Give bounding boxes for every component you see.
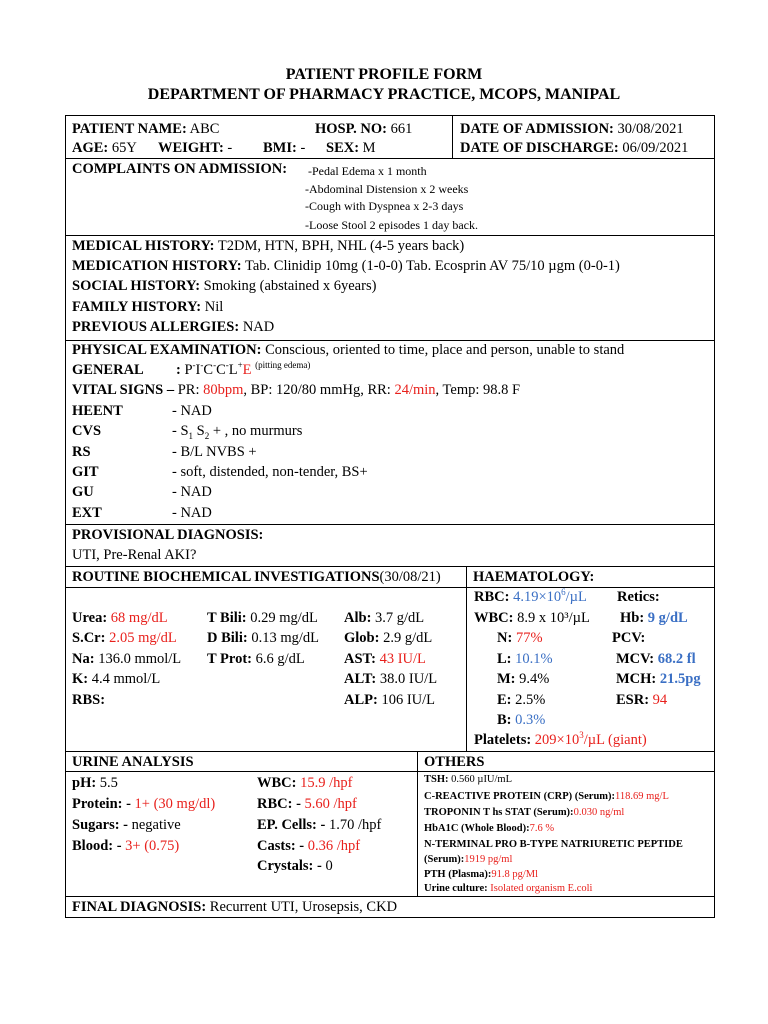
hba1c-row: HbA1C (Whole Blood):7.6 % [424,823,555,834]
bnp-label-row: N-TERMINAL PRO B-TYPE NATRIURETIC PEPTIDE [424,839,683,850]
ext-value: - NAD [172,505,212,521]
ast-row: AST: 43 IU/L [344,651,426,667]
hosp-no-row: HOSP. NO: 661 [315,121,413,137]
rbc-row: RBC: $4.19\times 10^6/\mu L$ [474,587,587,605]
gu-label: GU [72,484,94,500]
alt-row: ALT: 38.0 IU/L [344,671,438,687]
urine-header: URINE ANALYSIS [72,754,194,770]
divider [65,566,715,567]
mcv-row: MCV: 68.2 fl [616,651,696,667]
basophil-row: B: 0.3% [497,712,546,728]
tsh-row: TSH: 0.560 µIU/mL [424,774,513,785]
pth-row: PTH (Plasma):91.8 pg/Ml [424,869,539,880]
hb-row: Hb: 9 g/dL [620,610,688,626]
urine-sugars-row: Sugars: - negative [72,817,181,833]
troponin-row: TROPONIN T hs STAT (Serum):0.030 ng/ml [424,807,625,818]
crp-row: C-REACTIVE PROTEIN (CRP) (Serum):118.69 mg/L [424,791,669,802]
na-row: Na: 136.0 mmol/L [72,651,182,667]
urine-casts-row: Casts: - 0.36 /hpf [257,838,361,854]
heent-label: HEENT [72,403,123,419]
complaint-item: -Pedal Edema x 1 month [308,164,427,178]
neutrophil-row: N: 77% [497,630,543,646]
vital-signs: VITAL SIGNS – PR: 80bpm, BP: 120/80 mmHg, RR: 24/min, Temp: 98.8 F [72,382,521,398]
cvs-value: - $S_1$ $S_2$ + , no murmurs [172,423,303,441]
sex-row: SEX: M [326,140,376,156]
divider [452,115,453,158]
urine-ep-cells-row: EP. Cells: - 1.70 /hpf [257,817,382,833]
git-label: GIT [72,464,99,480]
family-history: FAMILY HISTORY: Nil [72,299,224,315]
provisional-diagnosis: UTI, Pre-Renal AKI? [72,547,197,563]
haem-wbc-row: WBC: 8.9 x 10³/µL [474,610,590,626]
general-label: GENERAL [72,362,144,378]
urea-row: Urea: 68 mg/dL [72,610,168,626]
gu-value: - NAD [172,484,212,500]
rbs-row: RBS: [72,692,106,708]
urine-crystals-row: Crystals: - 0 [257,858,333,874]
department-title: DEPARTMENT OF PHARMACY PRACTICE, MCOPS, MANIPAL [147,86,621,103]
divider [65,771,715,772]
patient-name-row: PATIENT NAME: ABC [72,121,220,137]
weight-row: WEIGHT: - [158,140,233,156]
urine-ph-row: pH: 5.5 [72,775,118,791]
urine-blood-row: Blood: - 3+ (0.75) [72,838,180,854]
divider [65,235,715,236]
urine-protein-row: Protein: - 1+ (30 mg/dl) [72,796,216,812]
form-title: PATIENT PROFILE FORM [285,66,483,83]
eosinophil-row: E: 2.5% [497,692,546,708]
complaint-item: -Loose Stool 2 episodes 1 day back. [305,218,478,232]
bnp-row: (Serum):1919 pg/ml [424,854,513,865]
urine-wbc-row: WBC: 15.9 /hpf [257,775,353,791]
complaints-label: COMPLAINTS ON ADMISSION: [72,161,288,177]
divider [65,751,715,752]
previous-allergies: PREVIOUS ALLERGIES: NAD [72,319,275,335]
haematology-header: HAEMATOLOGY: [473,569,595,585]
git-value: - soft, distended, non-tender, BS+ [172,464,368,480]
platelets-row: Platelets: $209\times 10^3/\mu L$ (giant) [474,730,647,748]
lymphocyte-row: L: 10.1% [497,651,553,667]
divider [466,566,467,751]
general-findings: : P-I-C-C-L+E $^{(pitting edema)}$ [176,360,311,378]
alb-row: Alb: 3.7 g/dL [344,610,425,626]
age-row: AGE: 65Y [72,140,137,156]
heent-value: - NAD [172,403,212,419]
rs-label: RS [72,444,91,460]
patient-name: ABC [189,121,220,137]
k-row: K: 4.4 mmol/L [72,671,161,687]
provisional-diagnosis-label: PROVISIONAL DIAGNOSIS: [72,527,264,543]
complaint-item: -Cough with Dyspnea x 2-3 days [305,199,464,213]
social-history: SOCIAL HISTORY: Smoking (abstained x 6years) [72,278,377,294]
tprot-row: T Prot: 6.6 g/dL [207,651,305,667]
tbili-row: T Bili: 0.29 mg/dL [207,610,318,626]
admission-date-row: DATE OF ADMISSION: 30/08/2021 [460,121,684,137]
dbili-row: D Bili: 0.13 mg/dL [207,630,319,646]
biochem-header: ROUTINE BIOCHEMICAL INVESTIGATIONS(30/08/21) [72,569,441,585]
general-note: (pitting edema) [255,360,311,370]
others-header: OTHERS [424,754,485,770]
monocyte-row: M: 9.4% [497,671,550,687]
discharge-date-row: DATE OF DISCHARGE: 06/09/2021 [460,140,689,156]
complaint-item: -Abdominal Distension x 2 weeks [305,182,469,196]
alp-row: ALP: 106 IU/L [344,692,436,708]
divider [65,896,715,897]
divider [65,158,715,159]
physical-exam: PHYSICAL EXAMINATION: Conscious, oriented to time, place and person, unable to stand [72,342,625,358]
medical-history: MEDICAL HISTORY: T2DM, HTN, BPH, NHL (4-5 years back) [72,238,465,254]
mch-row: MCH: 21.5pg [616,671,701,687]
hosp-no: 661 [390,121,413,137]
urine-culture-row: Urine culture: Isolated organism E.coli [424,883,593,894]
esr-row: ESR: 94 [616,692,668,708]
ext-label: EXT [72,505,102,521]
medication-history: MEDICATION HISTORY: Tab. Clinidip 10mg (1-0-0) Tab. Ecosprin AV 75/10 µgm (0-0-1) [72,258,620,274]
glob-row: Glob: 2.9 g/dL [344,630,433,646]
rs-value: - B/L NVBS + [172,444,257,460]
retics-row: Retics: [617,589,660,605]
divider [65,524,715,525]
bmi-row: BMI: - [263,140,306,156]
divider [417,751,418,896]
urine-rbc-row: RBC: - 5.60 /hpf [257,796,357,812]
final-diagnosis: FINAL DIAGNOSIS: Recurrent UTI, Urosepsis, CKD [72,899,398,915]
scr-row: S.Cr: 2.05 mg/dL [72,630,177,646]
cvs-label: CVS [72,423,102,439]
pcv-row: PCV: [612,630,646,646]
